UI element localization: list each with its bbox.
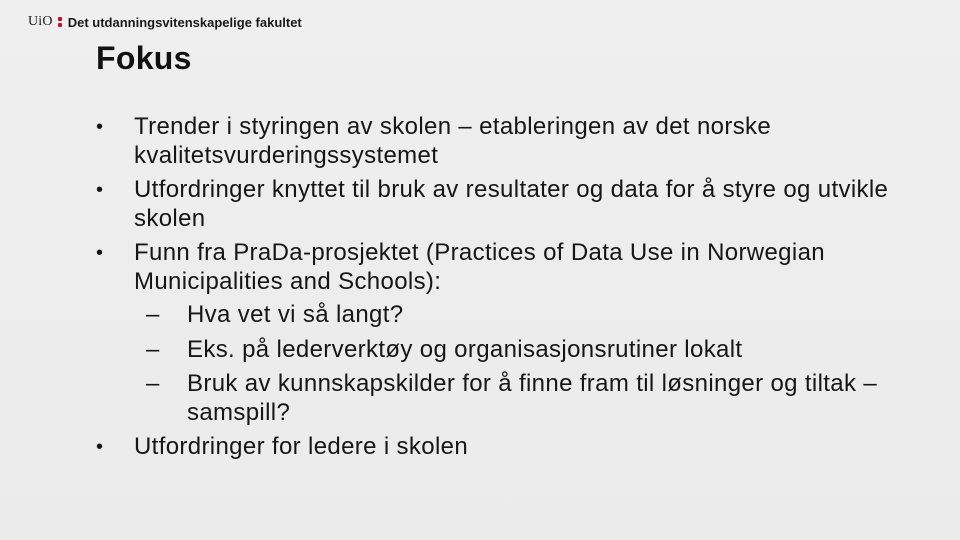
bullet-text: Utfordringer for ledere i skolen [134, 433, 469, 460]
sub-bullet-item [146, 370, 914, 427]
uio-logo [28, 14, 62, 30]
sub-bullet-text: Eks. på lederverktøy og organisasjonsrutiner lokalt [187, 335, 743, 363]
sub-bullet-item [146, 301, 914, 330]
bullet-dot-icon: • [96, 116, 104, 138]
sub-bullet-text: Bruk av kunnskapskilder for å finne fram til løsninger og tiltak – samspill? [187, 370, 878, 426]
sub-bullet-item [146, 336, 914, 365]
bullet-item [94, 113, 914, 170]
bullet-list [94, 113, 914, 462]
bullet-text: Funn fra PraDa-prosjektet (Practices of Data Use in Norwegian Municipalities and Schools): [134, 239, 825, 295]
slide-content [94, 113, 914, 468]
sub-bullet-list [134, 301, 914, 427]
uio-logo-text: UiO [28, 14, 53, 29]
slide-title: Fokus [96, 40, 192, 76]
dash-icon: – [146, 301, 160, 328]
slide-header [28, 12, 302, 32]
bullet-item [94, 433, 914, 462]
bullet-dot-icon: • [96, 179, 104, 201]
bullet-item [94, 239, 914, 427]
sub-bullet-text: Hva vet vi så langt? [187, 301, 404, 328]
faculty-name: Det utdanningsvitenskapelige fakultet [67, 14, 302, 30]
uio-mark-icon [58, 17, 62, 27]
dash-icon: – [146, 370, 160, 397]
bullet-item [94, 176, 914, 233]
bullet-dot-icon: • [96, 242, 104, 264]
bullet-text: Trender i styringen av skolen – etableringen av det norske kvalitetsvurderingssystemet [134, 113, 772, 169]
dash-icon: – [146, 335, 160, 363]
bullet-text: Utfordringer knyttet til bruk av resultater og data for å styre og utvikle skolen [134, 176, 889, 232]
bullet-dot-icon: • [96, 436, 104, 458]
